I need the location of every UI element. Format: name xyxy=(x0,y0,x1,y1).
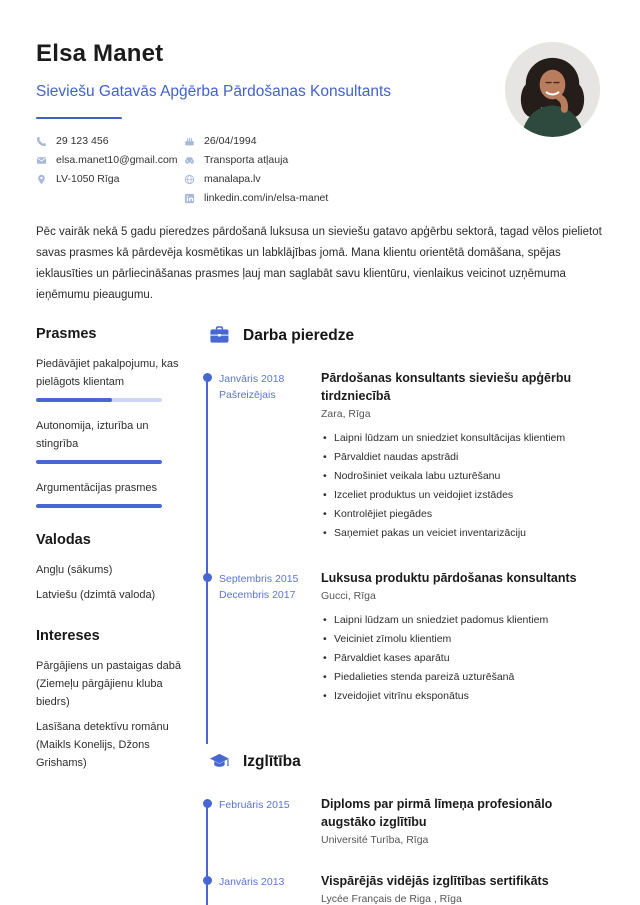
bullet-item: • Izveidojiet vitrīnu eksponātus xyxy=(321,687,606,706)
timeline-dot xyxy=(203,373,212,382)
education-section xyxy=(203,752,606,905)
person-name: Elsa Manet xyxy=(36,40,164,67)
skill-item xyxy=(36,479,186,508)
contact-linkedin-text: linkedin.com/in/elsa-manet xyxy=(204,192,329,204)
title-underline xyxy=(36,117,122,119)
sidebar xyxy=(36,326,186,905)
entry-company: Gucci, Rīga xyxy=(321,590,376,602)
education-title: Izglītība xyxy=(243,752,301,770)
entry-date xyxy=(219,369,311,543)
languages-section xyxy=(36,532,186,604)
skills-heading: Prasmes xyxy=(36,326,97,342)
entry-body xyxy=(321,795,606,846)
entry-bullets xyxy=(321,429,606,543)
skill-label: Argumentācijas prasmes xyxy=(36,482,158,494)
interest-item: Lasīšana detektīvu romānu (Maikls Konelijs, Džons Grishams) xyxy=(36,721,169,769)
entry-company: Zara, Rīga xyxy=(321,408,371,420)
skill-item xyxy=(36,417,186,464)
entry-company: Université Turība, Rīga xyxy=(321,834,429,846)
interests-list xyxy=(36,657,186,772)
summary-text: Pēc vairāk nekā 5 gadu pieredzes pārdošanā luksusa un sieviešu gatavo apģērbu sektorā, tagad vēlos pielietot savas prasmes kā pārdevēja kosmētikas un labklājības jomā. Mana klientu orientētā domāšana, spējas ieklausīties un pārliecināšanas prasmes ļauj man saglabāt savu klientūru, vienlaikus veicinot uzņēmuma ieņēmumu pieaugumu. xyxy=(36,226,602,301)
contact-license xyxy=(184,154,328,166)
main-columns xyxy=(36,326,606,905)
education-section-head xyxy=(203,752,606,771)
experience-entry xyxy=(219,369,606,543)
phone-icon xyxy=(36,136,47,147)
interests-heading: Intereses xyxy=(36,628,100,644)
entry-date-end: Decembris 2017 xyxy=(219,589,296,601)
entry-company: Lycée Français de Riga , Rīga xyxy=(321,893,462,905)
skills-section xyxy=(36,326,186,508)
entry-body xyxy=(321,569,606,706)
contact-column-right xyxy=(184,135,328,204)
birthday-cake-icon xyxy=(184,136,195,147)
bullet-item: • Laipni lūdzam un sniedziet padomus klientiem xyxy=(321,611,606,630)
contact-location-text: LV-1050 Rīga xyxy=(56,173,120,185)
globe-icon xyxy=(184,174,195,185)
contact-phone xyxy=(36,135,184,147)
experience-timeline xyxy=(203,369,606,738)
entry-date-start: Janvāris 2018 xyxy=(219,373,285,385)
skill-level-fill xyxy=(36,460,162,464)
entry-title: Diploms par pirmā līmeņa profesionālo augstāko izglītību xyxy=(321,797,553,829)
language-item: Latviešu (dzimtā valoda) xyxy=(36,589,156,601)
education-entry xyxy=(219,872,606,905)
graduation-cap-icon xyxy=(209,752,230,771)
contact-column-left xyxy=(36,135,184,204)
language-item: Angļu (sākums) xyxy=(36,564,113,576)
location-pin-icon xyxy=(36,174,47,185)
contact-email-text: elsa.manet10@gmail.com xyxy=(56,154,178,166)
entry-date xyxy=(219,872,311,905)
bullet-item: • Laipni lūdzam un sniedziet konsultācijas klientiem xyxy=(321,429,606,448)
bullet-item: • Kontrolējiet piegādes xyxy=(321,505,606,524)
interest-item: Pārgājiens un pastaigas dabā (Ziemeļu pārgājienu kluba biedrs) xyxy=(36,660,181,708)
entry-title: Vispārējās vidējās izglītības sertifikāts xyxy=(321,874,549,888)
skills-list xyxy=(36,355,186,508)
entry-body xyxy=(321,369,606,543)
contact-license-text: Transporta atļauja xyxy=(204,154,289,166)
entry-date-start: Septembris 2015 xyxy=(219,573,299,585)
skill-level-fill xyxy=(36,398,112,402)
education-timeline xyxy=(203,795,606,905)
skill-label: Autonomija, izturība un stingrība xyxy=(36,420,149,450)
contact-info xyxy=(36,135,606,204)
bullet-item: • Pārvaldiet naudas apstrādi xyxy=(321,448,606,467)
experience-section xyxy=(203,326,606,738)
entry-date xyxy=(219,569,311,706)
timeline-dot xyxy=(203,573,212,582)
timeline-dot xyxy=(203,876,212,885)
interests-section xyxy=(36,628,186,772)
profile-photo xyxy=(505,42,600,137)
contact-birthdate-text: 26/04/1994 xyxy=(204,135,257,147)
entry-date-end: Pašreizējais xyxy=(219,389,276,401)
bullet-item: • Veiciniet zīmolu klientiem xyxy=(321,630,606,649)
timeline-dot xyxy=(203,799,212,808)
contact-location xyxy=(36,173,184,185)
entry-title: Pārdošanas konsultants sieviešu apģērbu tirdzniecībā xyxy=(321,371,572,403)
experience-title: Darba pieredze xyxy=(243,326,355,344)
skill-item xyxy=(36,355,186,402)
briefcase-icon xyxy=(209,326,230,345)
languages-heading: Valodas xyxy=(36,532,91,548)
bullet-item: • Pārvaldiet kases aparātu xyxy=(321,649,606,668)
skill-level-bar xyxy=(36,504,162,508)
job-title: Sieviešu Gatavās Apģērba Pārdošanas Konsultants xyxy=(36,83,392,100)
contact-email xyxy=(36,154,184,166)
experience-entry xyxy=(219,569,606,706)
entry-date xyxy=(219,795,311,846)
entry-bullets xyxy=(321,611,606,706)
linkedin-icon xyxy=(184,193,195,204)
education-entry xyxy=(219,795,606,846)
bullet-item: • Piedalieties stenda pareizā uzturēšanā xyxy=(321,668,606,687)
languages-list xyxy=(36,561,186,604)
skill-level-bar xyxy=(36,398,162,402)
experience-section-head xyxy=(203,326,606,345)
entry-body xyxy=(321,872,606,905)
contact-linkedin xyxy=(184,192,328,204)
main-content xyxy=(203,326,606,905)
header xyxy=(36,40,606,204)
bullet-item: • Izceliet produktus un veidojiet izstādes xyxy=(321,486,606,505)
skill-level-bar xyxy=(36,460,162,464)
contact-birthdate xyxy=(184,135,328,147)
car-icon xyxy=(184,155,195,166)
bullet-item: • Saņemiet pakas un veiciet inventarizāciju xyxy=(321,524,606,543)
contact-website-text: manalapa.lv xyxy=(204,173,261,185)
bullet-item: • Nodrošiniet veikala labu uzturēšanu xyxy=(321,467,606,486)
contact-website xyxy=(184,173,328,185)
contact-phone-text: 29 123 456 xyxy=(56,135,109,147)
entry-date-start: Janvāris 2013 xyxy=(219,876,285,888)
entry-date-start: Februāris 2015 xyxy=(219,799,290,811)
skill-label: Piedāvājiet pakalpojumu, kas pielāgots klientam xyxy=(36,358,179,388)
envelope-icon xyxy=(36,155,47,166)
entry-title: Luksusa produktu pārdošanas konsultants xyxy=(321,571,577,585)
skill-level-fill xyxy=(36,504,162,508)
